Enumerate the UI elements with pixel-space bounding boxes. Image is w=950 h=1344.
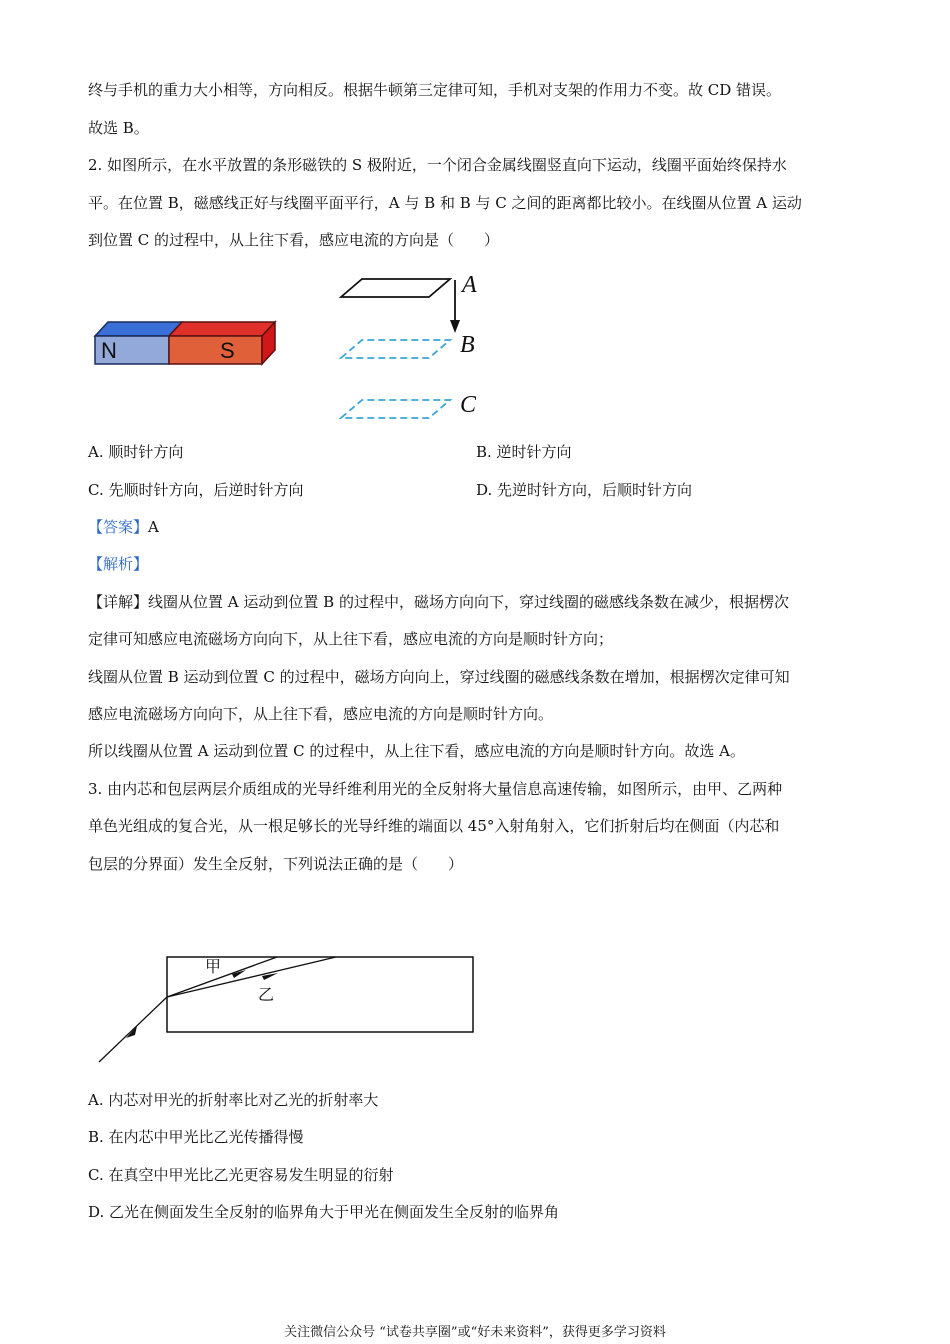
- magnet-s-front: [169, 336, 262, 364]
- motion-arrow-head: [450, 320, 460, 333]
- q2-option-c: C. 先顺时针方向，后逆时针方向: [88, 481, 304, 499]
- magnet-s-top: [169, 322, 275, 336]
- bar-magnet: [95, 322, 275, 364]
- detail-tag: 【详解】: [88, 593, 149, 611]
- incident-arrow-head: [126, 1026, 137, 1038]
- label-jia: 甲: [205, 957, 222, 976]
- q2-answer: [88, 517, 159, 537]
- q3-option-a: A. 内芯对甲光的折射率比对乙光的折射率大: [88, 1091, 379, 1109]
- label-c: C: [460, 392, 477, 418]
- q2-detail-line-3: 线圈从位置 B 运动到位置 C 的过程中，磁场方向向上，穿过线圈的磁感线条数在增加，根据楞次定律可知: [88, 668, 790, 686]
- q3-option-d: D. 乙光在侧面发生全反射的临界角大于甲光在侧面发生全反射的临界角: [88, 1203, 560, 1221]
- q2-detail-line-2: 定律可知感应电流磁场方向向下，从上往下看，感应电流的方向是顺时针方向；: [88, 630, 614, 648]
- q2-option-a: A. 顺时针方向: [88, 443, 184, 461]
- magnet-n-top: [95, 322, 182, 336]
- answer-tag: 【答案】: [88, 518, 149, 536]
- magnet-s-label: S: [220, 338, 235, 363]
- q3-stem-line-2: 单色光组成的复合光，从一根足够长的光导纤维的端面以 45°入射角射入，它们折射后均在侧面（内芯和: [88, 817, 780, 835]
- answer-value: A: [148, 518, 159, 536]
- incident-ray: [99, 997, 167, 1062]
- q2-option-b: B. 逆时针方向: [476, 443, 572, 461]
- ray-yi: [167, 957, 336, 997]
- q2-option-d: D. 先逆时针方向，后顺时针方向: [476, 481, 693, 499]
- footer-note: 关注微信公众号 “试卷共享圈”或“好未来资料”，获得更多学习资料: [284, 1325, 666, 1340]
- prev-text-line-2: 故选 B。: [88, 119, 149, 137]
- coil-position-a: [341, 279, 450, 297]
- q2-detail-line-1: [88, 592, 789, 612]
- q2-detail-line-5: 所以线圈从位置 A 运动到位置 C 的过程中，从上往下看，感应电流的方向是顺时针方向。故选 A。: [88, 742, 745, 760]
- q2-detail-line-4: 感应电流磁场方向向下，从上往下看，感应电流的方向是顺时针方向。: [88, 705, 554, 723]
- magnet-n-label: N: [101, 338, 117, 363]
- q2-stem-line-2: 平。在位置 B，磁感线正好与线圈平面平行，A 与 B 和 B 与 C 之间的距离都比较小。在线圈从位置 A 运动: [88, 194, 802, 212]
- coil-position-b: [341, 340, 450, 358]
- q3-stem-line-1: 3. 由内芯和包层两层介质组成的光导纤维利用光的全反射将大量信息高速传输，如图所示，由甲、乙两种: [88, 780, 783, 798]
- q3-option-c: C. 在真空中甲光比乙光更容易发生明显的衍射: [88, 1166, 394, 1184]
- detail-text-1: 线圈从位置 A 运动到位置 B 的过程中，磁场方向向下，穿过线圈的磁感线条数在减少，根据楞次: [148, 593, 789, 611]
- analysis-tag: 【解析】: [88, 555, 149, 573]
- label-a: A: [462, 272, 477, 298]
- q2-stem-line-3: 到位置 C 的过程中，从上往下看，感应电流的方向是（ ）: [88, 231, 500, 249]
- q3-stem-line-3: 包层的分界面）发生全反射，下列说法正确的是（ ）: [88, 855, 464, 873]
- prev-text-line-1: 终与手机的重力大小相等，方向相反。根据牛顿第三定律可知，手机对支架的作用力不变。故 CD 错误。: [88, 81, 782, 99]
- q3-option-b: B. 在内芯中甲光比乙光传播得慢: [88, 1128, 304, 1146]
- coil-position-c: [341, 400, 450, 418]
- q2-stem-line-1: 2. 如图所示，在水平放置的条形磁铁的 S 极附近，一个闭合金属线圈竖直向下运动，线圈平面始终保持水: [88, 156, 787, 174]
- label-b: B: [460, 332, 475, 358]
- label-yi: 乙: [258, 985, 275, 1004]
